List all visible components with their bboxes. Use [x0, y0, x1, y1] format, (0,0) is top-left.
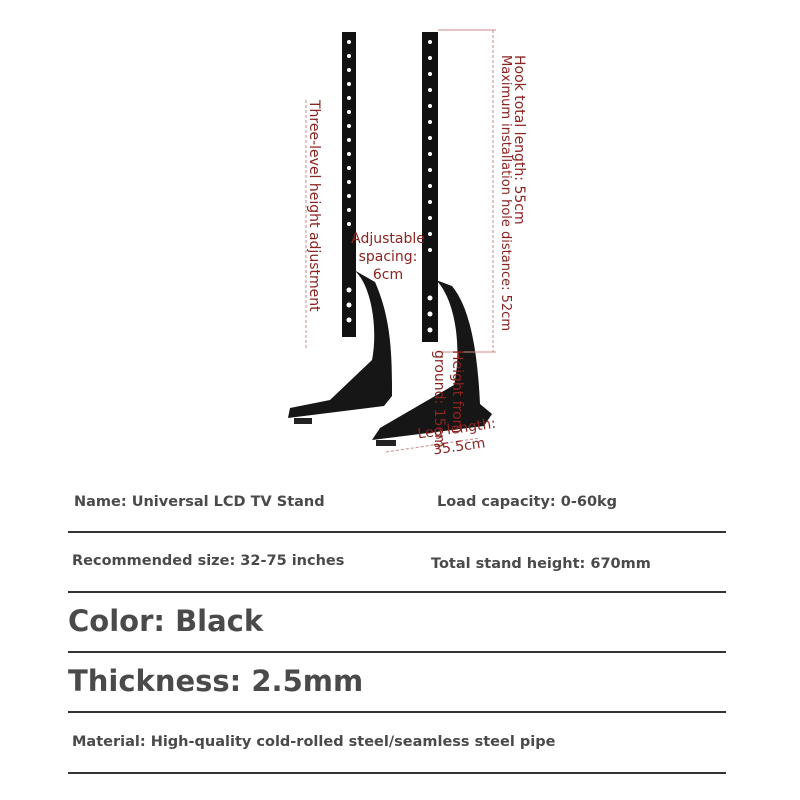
spec-load-capacity: Load capacity: 0-60kg — [437, 494, 618, 510]
spec-total-height: Total stand height: 670mm — [431, 556, 651, 572]
divider — [68, 711, 726, 713]
left-stand — [288, 32, 392, 424]
spec-name: Name: Universal LCD TV Stand — [74, 494, 325, 510]
spec-material: Material: High-quality cold-rolled steel/seamless steel pipe — [72, 734, 556, 750]
divider — [68, 651, 726, 653]
adjustable-spacing-label: Adjustable spacing: 6cm — [351, 231, 425, 283]
max-hole-distance-label: Maximum installation hole distance: 52cm — [498, 55, 513, 331]
divider — [68, 772, 726, 774]
spec-recommended-size: Recommended size: 32-75 inches — [72, 553, 345, 569]
divider — [68, 591, 726, 593]
hook-length-label: Hook total length: 55cm — [511, 55, 527, 225]
divider — [68, 531, 726, 533]
spec-thickness: Thickness: 2.5mm — [68, 664, 364, 698]
spec-color: Color: Black — [68, 604, 264, 638]
leg-length-label: Leg length: 35.5cm — [416, 415, 497, 459]
ground-height-label: Height from ground: 15cm — [431, 350, 465, 448]
height-adjustment-label: Three-level height adjustment — [306, 100, 322, 312]
